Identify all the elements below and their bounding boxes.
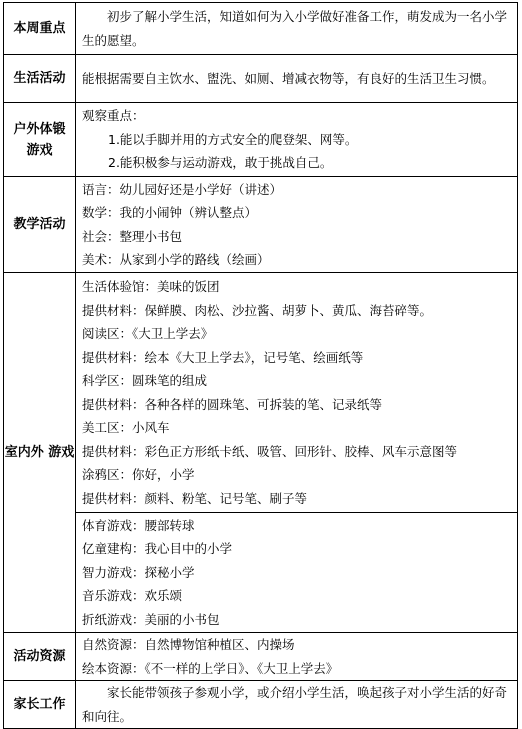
outdoor-label-line-1: 户外体锻 — [13, 121, 66, 137]
teaching-activity-label: 教学活动 — [13, 217, 66, 232]
outdoor-label-line-2: 游戏 — [26, 142, 53, 158]
row-parent-work — [4, 681, 518, 729]
row-label-activity-resources — [4, 633, 76, 681]
row-label-outdoor-exercise — [4, 103, 76, 177]
area-item: 生活体验馆：美味的饭团 — [82, 279, 220, 294]
area-item: 提供材料：绘本《大卫上学去》，记号笔、绘画纸等 — [82, 349, 364, 365]
parent-work-label: 家长工作 — [13, 697, 66, 712]
row-label-indoor-outdoor-games — [4, 273, 76, 633]
row-label-teaching-activity — [4, 177, 76, 273]
area-item: 阅读区：《大卫上学去》 — [82, 326, 214, 341]
game-item: 音乐游戏：欢乐颂 — [82, 588, 183, 604]
weekly-plan-table — [3, 2, 518, 729]
teaching-item: 语言：幼儿园好还是小学好（讲述） — [82, 181, 283, 197]
life-activity-text: 能根据需要自主饮水、盥洗、如厕、增减衣物等，有良好的生活卫生习惯。 — [82, 70, 495, 86]
weekly-focus-content — [76, 3, 518, 55]
teaching-item: 数学：我的小闹钟（辨认整点） — [82, 205, 258, 220]
indoor-label-line-2: 游戏 — [48, 445, 75, 460]
teaching-item: 美术：从家到小学的路线（绘画） — [82, 252, 270, 267]
game-item: 智力游戏：探秘小学 — [82, 564, 195, 580]
outdoor-exercise-content — [76, 103, 518, 177]
outdoor-observation-item: 2.能积极参与运动游戏，敢于挑战自己。 — [108, 155, 333, 171]
row-label-parent-work — [4, 681, 76, 729]
row-weekly-focus — [4, 3, 518, 55]
activity-resources-label: 活动资源 — [13, 649, 66, 664]
resource-item: 自然资源：自然博物馆种植区、内操场 — [82, 637, 295, 652]
weekly-focus-text: 初步了解小学生活，知道如何为入小学做好准备工作，萌发成为一名小学生的愿望。 — [82, 9, 508, 48]
indoor-label-line-1: 室内外 — [4, 445, 44, 460]
row-outdoor-exercise — [4, 103, 518, 177]
outdoor-observation-item: 1.能以手脚并用的方式安全的爬登架、网等。 — [108, 131, 358, 147]
activity-resources-content — [76, 633, 518, 681]
area-item: 提供材料：颜料、粉笔、记号笔、刷子等 — [82, 490, 308, 506]
area-item: 科学区：圆珠笔的组成 — [82, 373, 208, 388]
game-item: 亿童建构：我心目中的小学 — [82, 541, 233, 557]
outdoor-observation-heading: 观察重点： — [82, 108, 145, 124]
area-item: 提供材料：彩色正方形纸卡纸、吸管、回形针、胶棒、风车示意图等 — [82, 443, 458, 459]
indoor-areas-content — [76, 273, 518, 513]
teaching-item: 社会：整理小书包 — [82, 228, 183, 244]
life-activity-content — [76, 55, 518, 103]
row-indoor-outdoor-games — [4, 513, 518, 633]
row-label-life-activity — [4, 55, 76, 103]
row-label-weekly-focus — [4, 3, 76, 55]
resource-item: 绘本资源：《不一样的上学日》、《大卫上学去》 — [82, 660, 339, 676]
row-activity-resources — [4, 633, 518, 681]
game-item: 折纸游戏：美丽的小书包 — [82, 611, 220, 627]
life-activity-label: 生活活动 — [13, 71, 66, 86]
indoor-games-content — [76, 513, 518, 633]
parent-work-content — [76, 681, 518, 729]
area-item: 提供材料：保鲜膜、肉松、沙拉酱、胡萝卜、黄瓜、海苔碎等。 — [82, 302, 433, 318]
area-item: 涂鸦区：你好，小学 — [82, 467, 195, 482]
parent-work-text: 家长能带领孩子参观小学，或介绍小学生活，唤起孩子对小学生活的好奇和向往。 — [82, 685, 508, 724]
row-life-activity — [4, 55, 518, 103]
row-teaching-activity — [4, 177, 518, 273]
row-indoor-outdoor-areas — [4, 273, 518, 513]
teaching-activity-content — [76, 177, 518, 273]
weekly-focus-label: 本周重点 — [13, 21, 66, 36]
game-item: 体育游戏：腰部转球 — [82, 517, 195, 533]
area-item: 提供材料：各种各样的圆珠笔、可拆装的笔、记录纸等 — [82, 396, 383, 412]
area-item: 美工区：小风车 — [82, 420, 170, 435]
